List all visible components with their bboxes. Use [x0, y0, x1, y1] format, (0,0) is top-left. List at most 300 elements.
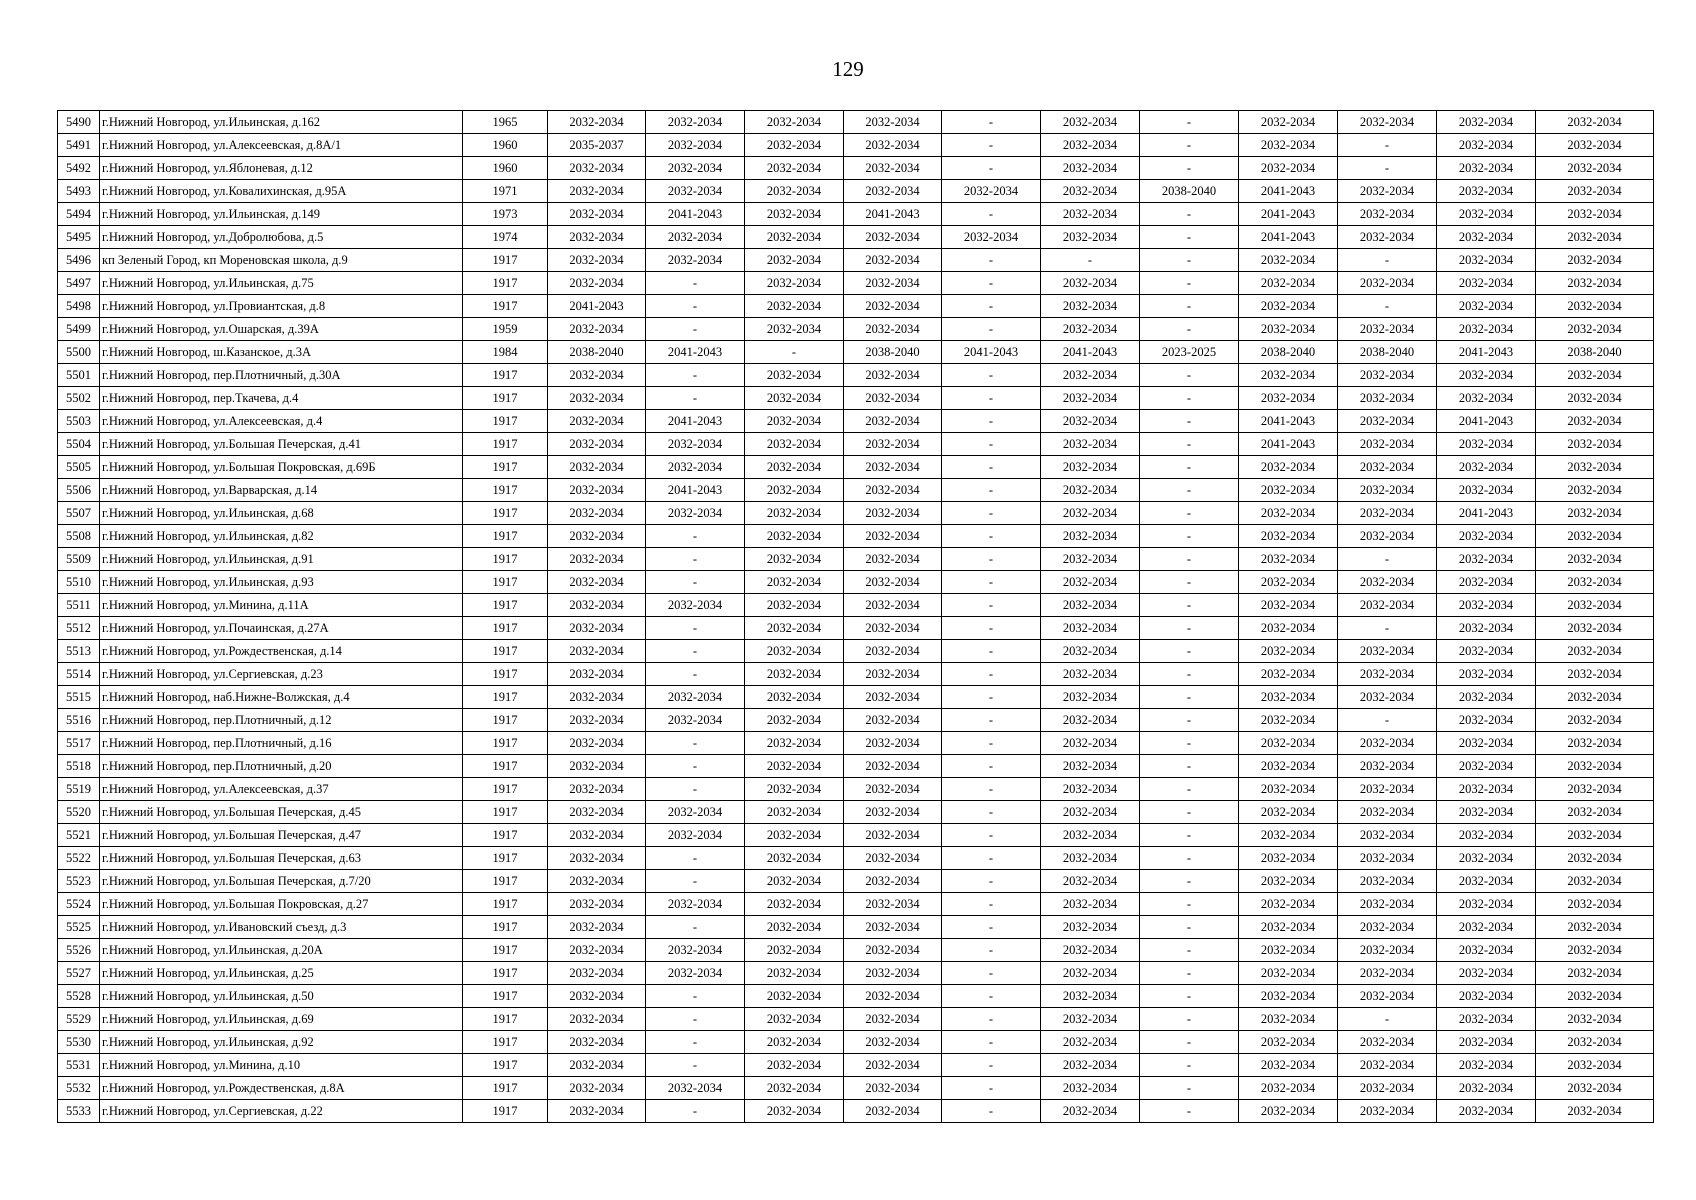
cell-period-1: 2032-2034 [548, 686, 646, 709]
cell-period-8: 2032-2034 [1239, 962, 1338, 985]
cell-period-6: 2032-2034 [1041, 364, 1140, 387]
cell-period-9: 2032-2034 [1338, 479, 1437, 502]
cell-period-3: 2032-2034 [745, 1054, 844, 1077]
cell-row-id: 5523 [58, 870, 100, 893]
cell-period-1: 2032-2034 [548, 617, 646, 640]
cell-address: г.Нижний Новгород, ул.Ильинская, д.162 [100, 111, 463, 134]
cell-period-3: 2032-2034 [745, 617, 844, 640]
cell-period-10: 2032-2034 [1437, 203, 1536, 226]
cell-period-4: 2032-2034 [844, 594, 942, 617]
cell-period-9: 2032-2034 [1338, 387, 1437, 410]
cell-year: 1917 [463, 1054, 548, 1077]
cell-period-8: 2032-2034 [1239, 985, 1338, 1008]
cell-period-9: - [1338, 134, 1437, 157]
cell-address: г.Нижний Новгород, ул.Ильинская, д.68 [100, 502, 463, 525]
table-row [58, 410, 1654, 433]
cell-period-3: 2032-2034 [745, 387, 844, 410]
cell-year: 1917 [463, 732, 548, 755]
cell-year: 1960 [463, 134, 548, 157]
table-row [58, 732, 1654, 755]
cell-period-4: 2032-2034 [844, 433, 942, 456]
cell-period-6: 2032-2034 [1041, 686, 1140, 709]
cell-period-6: 2032-2034 [1041, 134, 1140, 157]
cell-period-8: 2032-2034 [1239, 594, 1338, 617]
cell-row-id: 5516 [58, 709, 100, 732]
cell-period-2: 2032-2034 [646, 1077, 745, 1100]
cell-period-2: - [646, 778, 745, 801]
table-row [58, 456, 1654, 479]
cell-row-id: 5526 [58, 939, 100, 962]
cell-period-4: 2032-2034 [844, 663, 942, 686]
cell-period-3: 2032-2034 [745, 180, 844, 203]
cell-address: г.Нижний Новгород, пер.Плотничный, д.20 [100, 755, 463, 778]
cell-period-6: 2032-2034 [1041, 410, 1140, 433]
cell-period-5: - [942, 1054, 1041, 1077]
cell-period-3: 2032-2034 [745, 571, 844, 594]
cell-period-7: - [1140, 686, 1239, 709]
cell-period-8: 2032-2034 [1239, 663, 1338, 686]
cell-period-10: 2032-2034 [1437, 318, 1536, 341]
cell-period-9: 2032-2034 [1338, 1054, 1437, 1077]
table-row [58, 134, 1654, 157]
cell-period-3: 2032-2034 [745, 226, 844, 249]
cell-period-5: - [942, 387, 1041, 410]
cell-period-7: - [1140, 502, 1239, 525]
cell-row-id: 5527 [58, 962, 100, 985]
cell-period-1: 2032-2034 [548, 732, 646, 755]
cell-period-2: - [646, 1031, 745, 1054]
cell-period-6: 2032-2034 [1041, 1077, 1140, 1100]
cell-period-2: 2032-2034 [646, 134, 745, 157]
cell-address: г.Нижний Новгород, ул.Ильинская, д.82 [100, 525, 463, 548]
table-row [58, 663, 1654, 686]
cell-row-id: 5490 [58, 111, 100, 134]
cell-period-11: 2032-2034 [1536, 1008, 1654, 1031]
cell-period-1: 2032-2034 [548, 226, 646, 249]
cell-address: г.Нижний Новгород, ул.Рождественская, д.8А [100, 1077, 463, 1100]
cell-period-3: 2032-2034 [745, 870, 844, 893]
cell-period-5: - [942, 755, 1041, 778]
cell-period-9: 2032-2034 [1338, 594, 1437, 617]
cell-period-7: - [1140, 916, 1239, 939]
cell-period-11: 2032-2034 [1536, 916, 1654, 939]
cell-period-1: 2032-2034 [548, 571, 646, 594]
cell-period-7: 2038-2040 [1140, 180, 1239, 203]
cell-period-3: 2032-2034 [745, 525, 844, 548]
cell-period-9: 2032-2034 [1338, 824, 1437, 847]
cell-period-4: 2032-2034 [844, 893, 942, 916]
cell-period-5: - [942, 410, 1041, 433]
cell-period-1: 2032-2034 [548, 433, 646, 456]
cell-period-8: 2032-2034 [1239, 1008, 1338, 1031]
cell-row-id: 5500 [58, 341, 100, 364]
cell-row-id: 5532 [58, 1077, 100, 1100]
cell-address: г.Нижний Новгород, ул.Большая Печерская, д.45 [100, 801, 463, 824]
cell-period-5: - [942, 778, 1041, 801]
cell-period-11: 2032-2034 [1536, 364, 1654, 387]
cell-period-4: 2032-2034 [844, 525, 942, 548]
cell-period-2: - [646, 318, 745, 341]
cell-period-1: 2032-2034 [548, 249, 646, 272]
cell-year: 1917 [463, 456, 548, 479]
cell-year: 1917 [463, 594, 548, 617]
cell-period-3: 2032-2034 [745, 1077, 844, 1100]
cell-period-11: 2032-2034 [1536, 663, 1654, 686]
cell-period-6: 2032-2034 [1041, 111, 1140, 134]
cell-row-id: 5505 [58, 456, 100, 479]
cell-period-4: 2032-2034 [844, 778, 942, 801]
cell-period-1: 2032-2034 [548, 824, 646, 847]
cell-period-4: 2032-2034 [844, 847, 942, 870]
cell-address: г.Нижний Новгород, ул.Ивановский съезд, д.3 [100, 916, 463, 939]
cell-period-11: 2032-2034 [1536, 157, 1654, 180]
cell-period-10: 2032-2034 [1437, 801, 1536, 824]
cell-period-2: - [646, 847, 745, 870]
cell-row-id: 5509 [58, 548, 100, 571]
cell-address: г.Нижний Новгород, ул.Ильинская, д.91 [100, 548, 463, 571]
cell-period-3: 2032-2034 [745, 939, 844, 962]
cell-period-4: 2032-2034 [844, 686, 942, 709]
cell-period-9: 2032-2034 [1338, 916, 1437, 939]
cell-period-4: 2032-2034 [844, 640, 942, 663]
cell-period-8: 2032-2034 [1239, 364, 1338, 387]
cell-period-11: 2032-2034 [1536, 640, 1654, 663]
table-row [58, 686, 1654, 709]
cell-period-7: 2023-2025 [1140, 341, 1239, 364]
cell-period-10: 2032-2034 [1437, 916, 1536, 939]
cell-period-10: 2032-2034 [1437, 525, 1536, 548]
cell-period-9: 2032-2034 [1338, 571, 1437, 594]
cell-period-1: 2032-2034 [548, 985, 646, 1008]
table-row [58, 571, 1654, 594]
cell-period-8: 2032-2034 [1239, 939, 1338, 962]
cell-row-id: 5522 [58, 847, 100, 870]
cell-period-4: 2032-2034 [844, 456, 942, 479]
cell-period-11: 2032-2034 [1536, 962, 1654, 985]
cell-period-5: - [942, 870, 1041, 893]
cell-address: г.Нижний Новгород, ул.Сергиевская, д.23 [100, 663, 463, 686]
cell-period-8: 2032-2034 [1239, 456, 1338, 479]
cell-address: г.Нижний Новгород, ул.Ильинская, д.25 [100, 962, 463, 985]
cell-period-2: - [646, 1054, 745, 1077]
cell-year: 1917 [463, 1031, 548, 1054]
cell-period-1: 2032-2034 [548, 272, 646, 295]
cell-period-11: 2032-2034 [1536, 1077, 1654, 1100]
cell-period-2: 2041-2043 [646, 479, 745, 502]
table-row [58, 594, 1654, 617]
cell-period-1: 2032-2034 [548, 548, 646, 571]
cell-address: г.Нижний Новгород, ул.Большая Покровская, д.27 [100, 893, 463, 916]
cell-period-5: - [942, 617, 1041, 640]
page-number: 129 [832, 57, 864, 81]
cell-period-7: - [1140, 870, 1239, 893]
cell-period-11: 2032-2034 [1536, 410, 1654, 433]
cell-period-10: 2032-2034 [1437, 939, 1536, 962]
cell-period-4: 2032-2034 [844, 272, 942, 295]
cell-year: 1917 [463, 548, 548, 571]
cell-period-9: 2032-2034 [1338, 663, 1437, 686]
cell-address: г.Нижний Новгород, пер.Плотничный, д.16 [100, 732, 463, 755]
table-row [58, 525, 1654, 548]
cell-period-10: 2032-2034 [1437, 272, 1536, 295]
cell-period-7: - [1140, 272, 1239, 295]
cell-period-6: 2032-2034 [1041, 548, 1140, 571]
cell-period-1: 2032-2034 [548, 502, 646, 525]
cell-period-10: 2032-2034 [1437, 847, 1536, 870]
cell-period-8: 2032-2034 [1239, 893, 1338, 916]
table-row [58, 111, 1654, 134]
cell-period-9: - [1338, 157, 1437, 180]
cell-period-2: - [646, 870, 745, 893]
cell-period-5: 2032-2034 [942, 226, 1041, 249]
cell-period-6: 2032-2034 [1041, 1031, 1140, 1054]
cell-address: г.Нижний Новгород, ул.Провиантская, д.8 [100, 295, 463, 318]
cell-period-11: 2032-2034 [1536, 226, 1654, 249]
cell-period-6: 2032-2034 [1041, 226, 1140, 249]
cell-year: 1917 [463, 778, 548, 801]
cell-period-3: 2032-2034 [745, 203, 844, 226]
cell-period-8: 2032-2034 [1239, 479, 1338, 502]
cell-period-1: 2032-2034 [548, 709, 646, 732]
cell-address: г.Нижний Новгород, ул.Ильинская, д.50 [100, 985, 463, 1008]
cell-period-11: 2032-2034 [1536, 272, 1654, 295]
cell-period-8: 2032-2034 [1239, 272, 1338, 295]
cell-period-8: 2032-2034 [1239, 1054, 1338, 1077]
cell-period-6: 2032-2034 [1041, 433, 1140, 456]
table-row [58, 433, 1654, 456]
cell-period-10: 2032-2034 [1437, 249, 1536, 272]
cell-row-id: 5521 [58, 824, 100, 847]
cell-period-4: 2032-2034 [844, 226, 942, 249]
cell-period-5: 2032-2034 [942, 180, 1041, 203]
cell-period-6: 2032-2034 [1041, 295, 1140, 318]
cell-year: 1917 [463, 663, 548, 686]
cell-period-11: 2032-2034 [1536, 456, 1654, 479]
cell-period-3: 2032-2034 [745, 502, 844, 525]
cell-period-9: - [1338, 249, 1437, 272]
cell-period-2: 2032-2034 [646, 686, 745, 709]
cell-address: г.Нижний Новгород, ул.Большая Печерская, д.47 [100, 824, 463, 847]
table-row [58, 318, 1654, 341]
cell-period-9: 2032-2034 [1338, 525, 1437, 548]
cell-period-9: 2032-2034 [1338, 939, 1437, 962]
cell-period-9: 2032-2034 [1338, 686, 1437, 709]
cell-period-6: 2032-2034 [1041, 617, 1140, 640]
cell-period-10: 2032-2034 [1437, 617, 1536, 640]
cell-period-2: 2032-2034 [646, 824, 745, 847]
cell-period-1: 2032-2034 [548, 893, 646, 916]
table-row [58, 180, 1654, 203]
cell-period-5: - [942, 295, 1041, 318]
cell-period-4: 2032-2034 [844, 870, 942, 893]
cell-period-1: 2032-2034 [548, 663, 646, 686]
cell-period-4: 2032-2034 [844, 962, 942, 985]
cell-period-8: 2041-2043 [1239, 180, 1338, 203]
cell-period-6: 2032-2034 [1041, 387, 1140, 410]
cell-period-10: 2032-2034 [1437, 433, 1536, 456]
table-row [58, 1100, 1654, 1123]
table-row [58, 502, 1654, 525]
cell-period-6: 2032-2034 [1041, 525, 1140, 548]
cell-row-id: 5520 [58, 801, 100, 824]
cell-period-11: 2032-2034 [1536, 548, 1654, 571]
table-row [58, 778, 1654, 801]
cell-period-1: 2032-2034 [548, 479, 646, 502]
cell-period-1: 2032-2034 [548, 525, 646, 548]
cell-period-4: 2032-2034 [844, 479, 942, 502]
cell-row-id: 5515 [58, 686, 100, 709]
cell-year: 1917 [463, 249, 548, 272]
cell-period-1: 2032-2034 [548, 111, 646, 134]
cell-period-7: - [1140, 1054, 1239, 1077]
cell-period-2: 2032-2034 [646, 226, 745, 249]
cell-period-11: 2032-2034 [1536, 203, 1654, 226]
cell-period-7: - [1140, 778, 1239, 801]
cell-period-3: 2032-2034 [745, 663, 844, 686]
cell-period-7: - [1140, 1031, 1239, 1054]
cell-period-5: - [942, 709, 1041, 732]
cell-period-6: 2032-2034 [1041, 985, 1140, 1008]
cell-period-10: 2032-2034 [1437, 571, 1536, 594]
cell-period-7: - [1140, 456, 1239, 479]
cell-period-7: - [1140, 157, 1239, 180]
cell-period-9: 2032-2034 [1338, 203, 1437, 226]
cell-period-9: 2032-2034 [1338, 456, 1437, 479]
cell-period-4: 2032-2034 [844, 1100, 942, 1123]
cell-period-9: - [1338, 617, 1437, 640]
cell-period-10: 2032-2034 [1437, 594, 1536, 617]
cell-period-4: 2032-2034 [844, 364, 942, 387]
cell-year: 1917 [463, 1100, 548, 1123]
cell-period-8: 2032-2034 [1239, 295, 1338, 318]
cell-period-10: 2032-2034 [1437, 111, 1536, 134]
cell-year: 1917 [463, 709, 548, 732]
cell-period-8: 2032-2034 [1239, 134, 1338, 157]
cell-period-9: 2032-2034 [1338, 433, 1437, 456]
cell-period-9: 2032-2034 [1338, 1031, 1437, 1054]
cell-period-4: 2032-2034 [844, 801, 942, 824]
cell-period-4: 2032-2034 [844, 824, 942, 847]
cell-period-2: - [646, 525, 745, 548]
cell-row-id: 5528 [58, 985, 100, 1008]
data-table [57, 110, 1654, 1123]
cell-row-id: 5508 [58, 525, 100, 548]
cell-period-2: 2032-2034 [646, 249, 745, 272]
cell-period-8: 2032-2034 [1239, 709, 1338, 732]
cell-period-4: 2032-2034 [844, 916, 942, 939]
cell-period-4: 2032-2034 [844, 939, 942, 962]
cell-year: 1917 [463, 272, 548, 295]
cell-period-6: 2032-2034 [1041, 1008, 1140, 1031]
cell-year: 1917 [463, 640, 548, 663]
cell-period-2: - [646, 387, 745, 410]
cell-period-9: 2032-2034 [1338, 778, 1437, 801]
cell-period-8: 2032-2034 [1239, 617, 1338, 640]
cell-period-6: 2032-2034 [1041, 594, 1140, 617]
cell-period-3: 2032-2034 [745, 893, 844, 916]
table-row [58, 985, 1654, 1008]
cell-period-8: 2032-2034 [1239, 686, 1338, 709]
cell-period-5: - [942, 893, 1041, 916]
cell-row-id: 5496 [58, 249, 100, 272]
cell-period-10: 2032-2034 [1437, 732, 1536, 755]
cell-period-9: 2032-2034 [1338, 755, 1437, 778]
cell-period-7: - [1140, 847, 1239, 870]
cell-period-1: 2032-2034 [548, 801, 646, 824]
cell-row-id: 5525 [58, 916, 100, 939]
cell-year: 1917 [463, 1008, 548, 1031]
cell-year: 1917 [463, 525, 548, 548]
cell-period-8: 2032-2034 [1239, 502, 1338, 525]
cell-period-10: 2032-2034 [1437, 295, 1536, 318]
cell-period-9: 2032-2034 [1338, 1100, 1437, 1123]
cell-period-6: 2032-2034 [1041, 847, 1140, 870]
cell-period-9: 2032-2034 [1338, 410, 1437, 433]
cell-address: г.Нижний Новгород, ул.Ильинская, д.149 [100, 203, 463, 226]
cell-period-8: 2041-2043 [1239, 433, 1338, 456]
cell-address: г.Нижний Новгород, ул.Ошарская, д.39А [100, 318, 463, 341]
cell-period-11: 2032-2034 [1536, 847, 1654, 870]
cell-period-1: 2032-2034 [548, 180, 646, 203]
cell-period-2: 2032-2034 [646, 433, 745, 456]
table-row [58, 203, 1654, 226]
cell-period-6: 2032-2034 [1041, 801, 1140, 824]
cell-row-id: 5497 [58, 272, 100, 295]
cell-period-2: 2032-2034 [646, 962, 745, 985]
cell-period-10: 2032-2034 [1437, 157, 1536, 180]
cell-period-11: 2032-2034 [1536, 111, 1654, 134]
cell-period-4: 2032-2034 [844, 410, 942, 433]
cell-row-id: 5511 [58, 594, 100, 617]
cell-period-5: - [942, 1008, 1041, 1031]
cell-row-id: 5513 [58, 640, 100, 663]
cell-period-6: 2032-2034 [1041, 456, 1140, 479]
table-row [58, 226, 1654, 249]
cell-period-3: 2032-2034 [745, 755, 844, 778]
cell-period-6: 2032-2034 [1041, 732, 1140, 755]
cell-period-1: 2032-2034 [548, 318, 646, 341]
cell-period-11: 2032-2034 [1536, 1054, 1654, 1077]
cell-period-1: 2035-2037 [548, 134, 646, 157]
cell-period-9: 2032-2034 [1338, 180, 1437, 203]
cell-period-9: 2032-2034 [1338, 272, 1437, 295]
table-row [58, 939, 1654, 962]
cell-year: 1917 [463, 985, 548, 1008]
cell-row-id: 5533 [58, 1100, 100, 1123]
cell-year: 1917 [463, 962, 548, 985]
cell-period-4: 2032-2034 [844, 571, 942, 594]
cell-period-1: 2032-2034 [548, 364, 646, 387]
cell-period-6: 2032-2034 [1041, 870, 1140, 893]
cell-period-6: 2032-2034 [1041, 824, 1140, 847]
cell-address: г.Нижний Новгород, ул.Алексеевская, д.37 [100, 778, 463, 801]
cell-period-6: 2032-2034 [1041, 663, 1140, 686]
cell-period-8: 2032-2034 [1239, 801, 1338, 824]
cell-row-id: 5530 [58, 1031, 100, 1054]
table-row [58, 824, 1654, 847]
cell-address: г.Нижний Новгород, ул.Добролюбова, д.5 [100, 226, 463, 249]
cell-period-7: - [1140, 663, 1239, 686]
cell-period-5: - [942, 847, 1041, 870]
cell-period-8: 2032-2034 [1239, 732, 1338, 755]
cell-period-11: 2032-2034 [1536, 571, 1654, 594]
cell-period-7: - [1140, 387, 1239, 410]
cell-period-5: - [942, 502, 1041, 525]
cell-period-10: 2032-2034 [1437, 1008, 1536, 1031]
cell-period-9: - [1338, 709, 1437, 732]
cell-row-id: 5524 [58, 893, 100, 916]
cell-period-7: - [1140, 318, 1239, 341]
